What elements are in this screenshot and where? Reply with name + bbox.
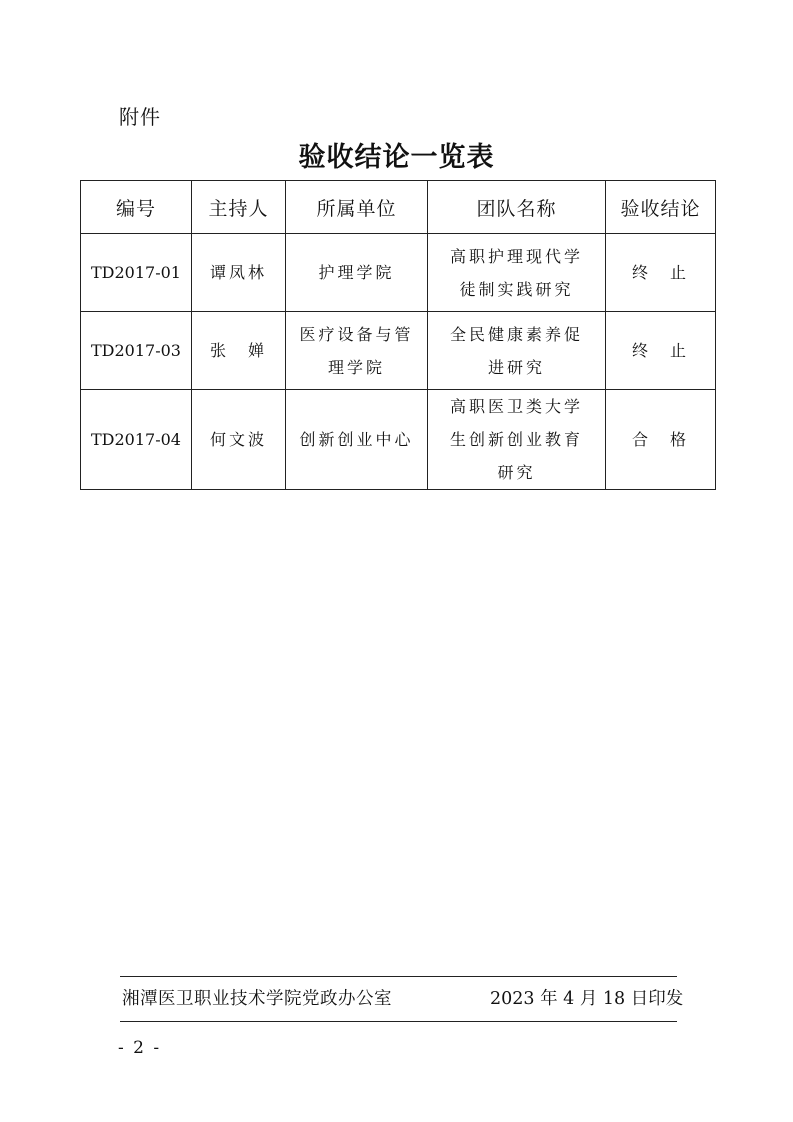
cell-conclusion: 合 格 [606, 390, 716, 490]
header-team-name: 团队名称 [428, 181, 606, 234]
header-conclusion: 验收结论 [606, 181, 716, 234]
cell-unit [286, 312, 428, 390]
table-header-row [81, 181, 716, 234]
cell-team-name [428, 234, 606, 312]
header-host: 主持人 [192, 181, 286, 234]
cell-unit [286, 390, 428, 490]
acceptance-summary-table [80, 180, 716, 490]
cell-team-name [428, 390, 606, 490]
cell-team-name [428, 312, 606, 390]
page-title: 验收结论一览表 [298, 142, 495, 173]
cell-conclusion: 终 止 [606, 312, 716, 390]
cell-code: TD2017-04 [81, 390, 192, 490]
cell-host: 谭凤林 [192, 234, 286, 312]
footer-top-rule [120, 976, 677, 977]
issuing-office: 湘潭医卫职业技术学院党政办公室 [122, 989, 392, 1009]
header-unit: 所属单位 [286, 181, 428, 234]
table-row [81, 234, 716, 312]
cell-unit [286, 234, 428, 312]
cell-code: TD2017-03 [81, 312, 192, 390]
cell-conclusion: 终 止 [606, 234, 716, 312]
issue-date: 2023 年 4 月 18 日印发 [490, 989, 684, 1009]
table-row [81, 390, 716, 490]
cell-team-name-text: 全民健康素养促进研究 [449, 324, 583, 377]
attachment-label: 附件 [119, 105, 161, 129]
cell-team-name-text: 高职护理现代学徒制实践研究 [449, 246, 583, 299]
cell-code: TD2017-01 [81, 234, 192, 312]
cell-unit-text: 护理学院 [318, 263, 395, 282]
page-number: - 2 - [118, 1038, 162, 1058]
cell-unit-text: 医疗设备与管理学院 [299, 324, 414, 377]
cell-team-name-text: 高职医卫类大学生创新创业教育研究 [449, 397, 583, 482]
cell-host: 何文波 [192, 390, 286, 490]
table-row [81, 312, 716, 390]
cell-unit-text: 创新创业中心 [299, 430, 414, 449]
footer-bottom-rule [120, 1021, 677, 1022]
cell-host: 张 婵 [192, 312, 286, 390]
header-code: 编号 [81, 181, 192, 234]
